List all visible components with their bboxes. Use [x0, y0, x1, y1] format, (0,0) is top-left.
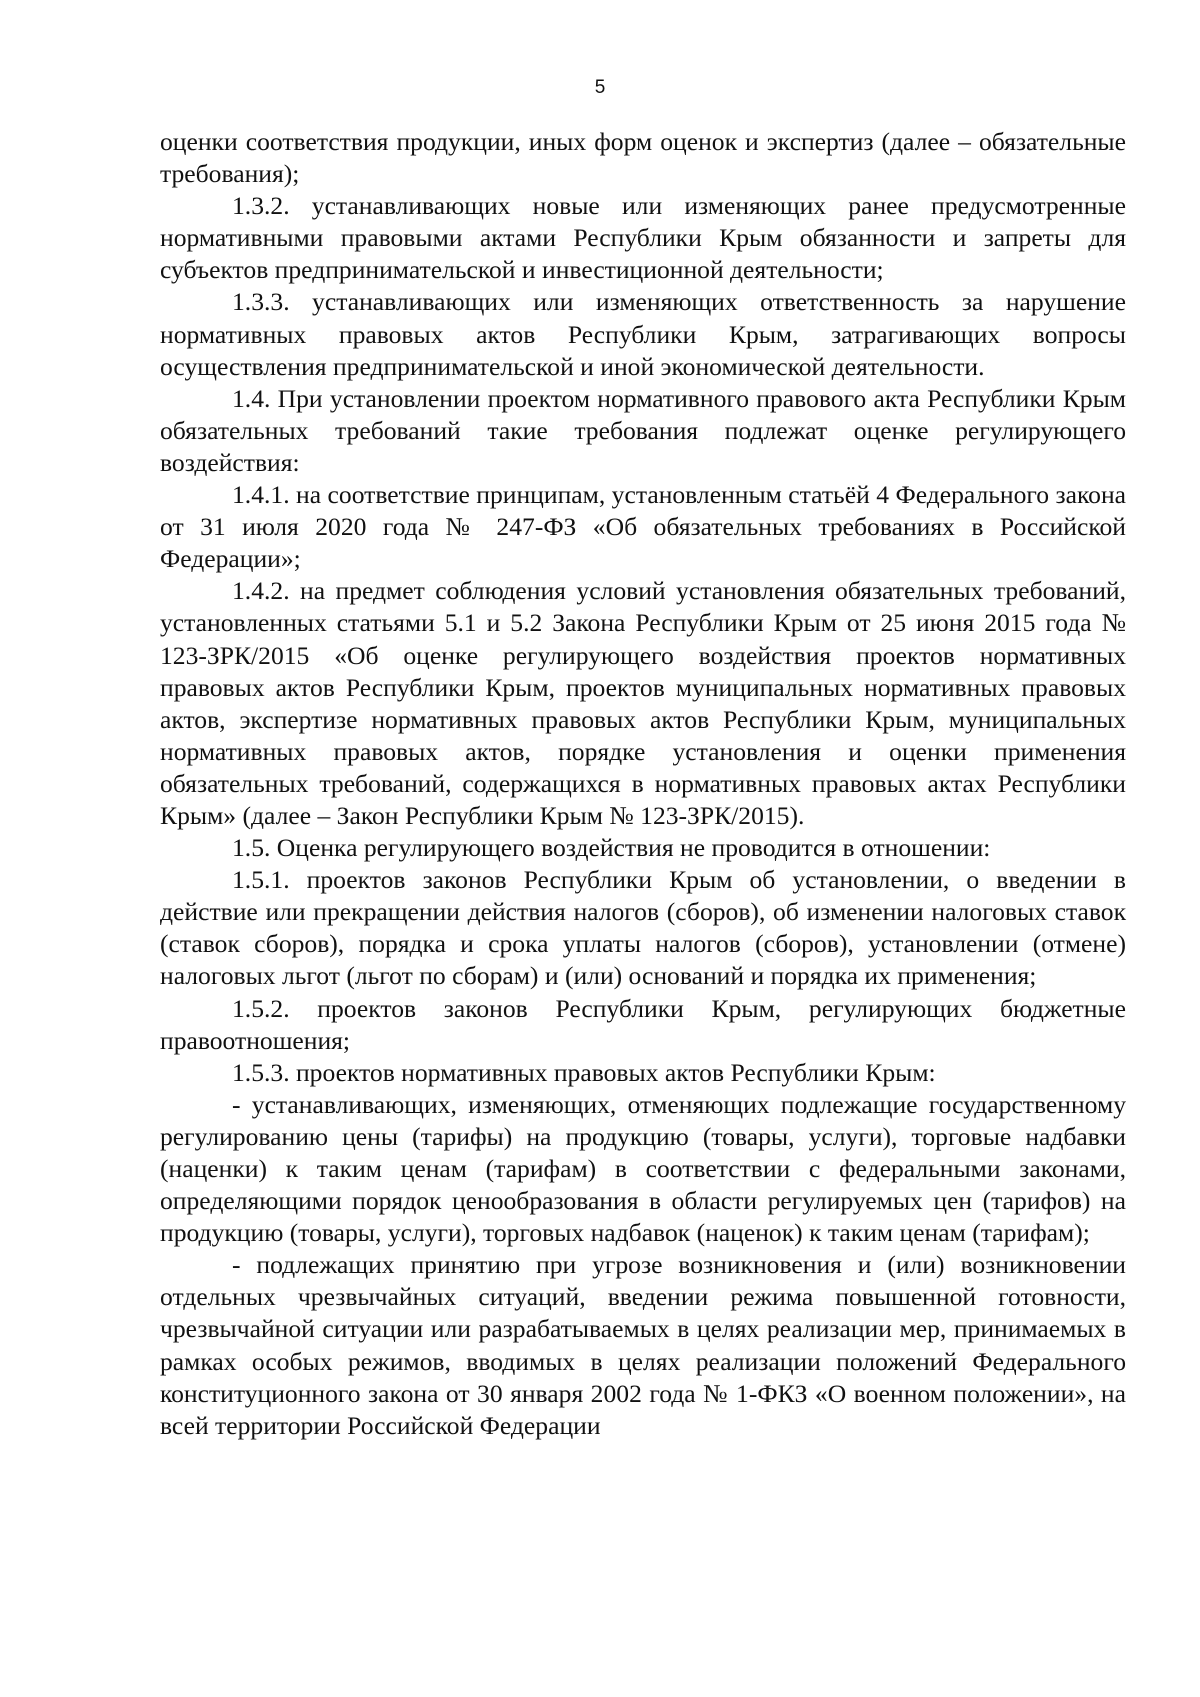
paragraph-1-3-2: 1.3.2. устанавливающих новые или изменяющих ранее предусмотренные нормативными правовыми актами Республики Крым обязанности и запреты для субъектов предпринимательской и инвестиционной деятельности;	[160, 191, 1126, 285]
paragraph-1-4-2: 1.4.2. на предмет соблюдения условий установления обязательных требований, установленных статьями 5.1 и 5.2 Закона Республики Крым от 25 июня 2015 года № 123-ЗРК/2015 «Об оценке регулирующего воздействия проектов нормативных правовых актов Республики Крым, проектов муниципальных нормативных правовых актов, экспертизе нормативных правовых актов Республики Крым, муниципальных нормативных правовых актов, порядке установления и оценки применения обязательных требований, содержащихся в нормативных правовых актах Республики Крым» (далее – Закон Республики Крым № 123-ЗРК/2015).	[160, 576, 1126, 830]
document-body	[160, 126, 1126, 1442]
page-number: 5	[594, 77, 606, 98]
paragraph-1-5-3: 1.5.3. проектов нормативных правовых актов Республики Крым:	[232, 1057, 936, 1087]
paragraph-1-3-3: 1.3.3. устанавливающих или изменяющих ответственность за нарушение нормативных правовых актов Республики Крым, затрагивающих вопросы осуществления предпринимательской и иной экономической деятельности.	[160, 287, 1126, 381]
paragraph-1-5: 1.5. Оценка регулирующего воздействия не проводится в отношении:	[232, 833, 991, 863]
paragraph-1-5-2: 1.5.2. проектов законов Республики Крым, регулирующих бюджетные правоотношения;	[160, 993, 1126, 1055]
paragraph-1-4: 1.4. При установлении проектом нормативного правового акта Республики Крым обязательных требований такие требования подлежат оценке регулирующего воздействия:	[160, 383, 1126, 477]
list-item-emergency: - подлежащих принятию при угрозе возникновения и (или) возникновении отдельных чрезвычайных ситуаций, введении режима повышенной готовности, чрезвычайной ситуации или разрабатываемых в целях реализации мер, принимаемых в рамках особых режимов, вводимых в целях реализации положений Федерального конституционного закона от 30 января 2002 года № 1-ФКЗ «О военном положении», на всей территории Российской Федерации	[160, 1250, 1126, 1440]
paragraph-1-5-1: 1.5.1. проектов законов Республики Крым об установлении, о введении в действие или прекращении действия налогов (сборов), об изменении налоговых ставок (ставок сборов), порядка и срока уплаты налогов (сборов), установлении (отмене) налоговых льгот (льгот по сборам) и (или) оснований и порядка их применения;	[160, 865, 1126, 991]
paragraph-1-4-1: 1.4.1. на соответствие принципам, установленным статьёй 4 Федерального закона от 31 июля 2020 года № 247-ФЗ «Об обязательных требованиях в Российской Федерации»;	[160, 480, 1126, 574]
paragraph-continuation: оценки соответствия продукции, иных форм оценок и экспертиз (далее – обязательные требования);	[160, 127, 1126, 189]
list-item-prices: - устанавливающих, изменяющих, отменяющих подлежащие государственному регулированию цены (тарифы) на продукцию (товары, услуги), торговые надбавки (наценки) к таким ценам (тарифам) в соответствии с федеральными законами, определяющими порядок ценообразования в области регулируемых цен (тарифов) на продукцию (товары, услуги), торговых надбавок (наценок) к таким ценам (тарифам);	[160, 1089, 1126, 1248]
